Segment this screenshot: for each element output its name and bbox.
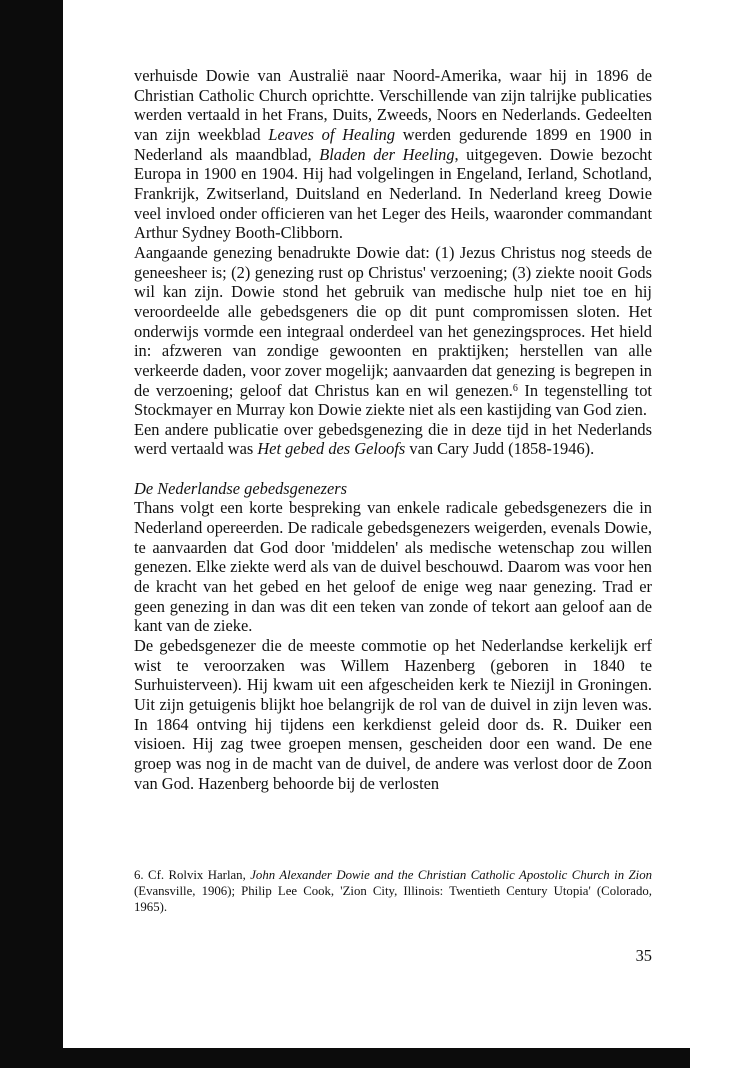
paragraph-text: Een andere publicatie over gebedsgenezing die in deze tijd in het Nederlands werd vertaald was (134, 419, 652, 459)
paragraph: Thans volgt een korte bespreking van enkele radicale gebedsgenezers die in Nederland opereerden. De radicale gebedsgenezers weigerden, evenals Dowie, te aanvaarden dat God door 'middelen' als medische wetenschap zou willen genezen. Elke ziekte werd als van de duivel beschouwd. Daarom was voor hen de kracht van het gebed en het geloof de enige weg naar genezing. Trad er geen genezing in dan was dit een teken van zonde of tekort aan geloof aan de kant van de zieke. (134, 498, 652, 636)
page-number: 35 (635, 946, 652, 965)
footnote (134, 867, 652, 915)
paragraph: De gebedsgenezer die de meeste commotie op het Nederlandse kerkelijk erf wist te veroorzaken was Willem Hazenberg (geboren in 1840 te Surhuisterveen). Hij kwam uit een afgescheiden kerk te Niezijl in Groningen. Uit zijn getuigenis blijkt hoe belangrijk de rol van de duivel in zijn leven was. In 1864 ontving hij tijdens een kerkdienst geleid door ds. R. Duiker een visioen. Hij zag twee groepen mensen, gescheiden door een wand. De ene groep was nog in de macht van de duivel, de andere was verlost door de Zoon van God. Hazenberg behoorde bij de verlosten (134, 636, 652, 793)
paragraph-text: verhuisde Dowie van Australië naar Noord-Amerika, waar hij in 1896 de Christian Catholic Church oprichtte. Verschillende van zijn talrijke publicaties werden vertaald in het Frans, Duits, Zweeds, Noors en Nederlands. Gedeelten van zijn weekblad (134, 66, 652, 144)
footnote-reference: 6 (512, 382, 518, 394)
paragraph-text: Aangaande genezing benadrukte Dowie dat: (1) Jezus Christus nog steeds de geneesheer is; (2) genezing rust op Christus' verzoening; (3) ziekte nooit Gods wil kan zijn. Dowie stond het gebruik van medische hulp niet toe en hij veroordeelde alle gebedsgeners die op dit punt compromissen sloten. Het onderwijs vormde een integraal onderdeel van het genezingsproces. Het hield in: afzweren van zondige gewoonten en praktijken; herstellen van alle verkeerde daden, voor zover mogelijk; aanvaarden dat genezing is begrepen in de verzoening; geloof dat Christus kan en wil genezen. (134, 242, 652, 400)
title-het-gebed-des-geloofs: Het gebed des Geloofs (257, 439, 406, 459)
paragraph-text: van Cary Judd (1858-1946). (405, 439, 595, 459)
footnote-text: (Evansville, 1906); Philip Lee Cook, 'Zion City, Illinois: Twentieth Century Utopia' (Colorado, 1965). (134, 884, 652, 914)
scan-border-bottom (0, 1048, 690, 1068)
section-spacer (134, 459, 652, 479)
scan-border-left (0, 0, 63, 1068)
footnote-text: 6. Cf. Rolvix Harlan, (134, 868, 251, 882)
paragraph-text: In tegenstelling tot Stockmayer en Murray kon Dowie ziekte niet als een kastijding van God zien. (134, 380, 652, 420)
paragraph (134, 420, 652, 459)
paragraph (134, 243, 652, 420)
paragraph-text: werden gedurende 1899 en 1900 in Nederland als maandblad, (134, 124, 652, 164)
title-bladen-der-heeling: Bladen der Heeling (319, 144, 455, 164)
page-body (134, 66, 652, 793)
title-leaves-of-healing: Leaves of Healing (268, 124, 396, 144)
paragraph-text: , uitgegeven. Dowie bezocht Europa in 1900 en 1904. Hij had volgelingen in Engeland, Ierland, Schotland, Frankrijk, Zwitserland, Duitsland en Nederland. In Nederland kreeg Dowie veel invloed onder officieren van het Leger des Heils, waaronder commandant Arthur Sydney Booth-Clibborn. (134, 144, 652, 243)
section-heading: De Nederlandse gebedsgenezers (134, 478, 348, 498)
footnote-book-title: John Alexander Dowie and the Christian Catholic Apostolic Church in Zion (250, 868, 653, 882)
paragraph (134, 66, 652, 243)
